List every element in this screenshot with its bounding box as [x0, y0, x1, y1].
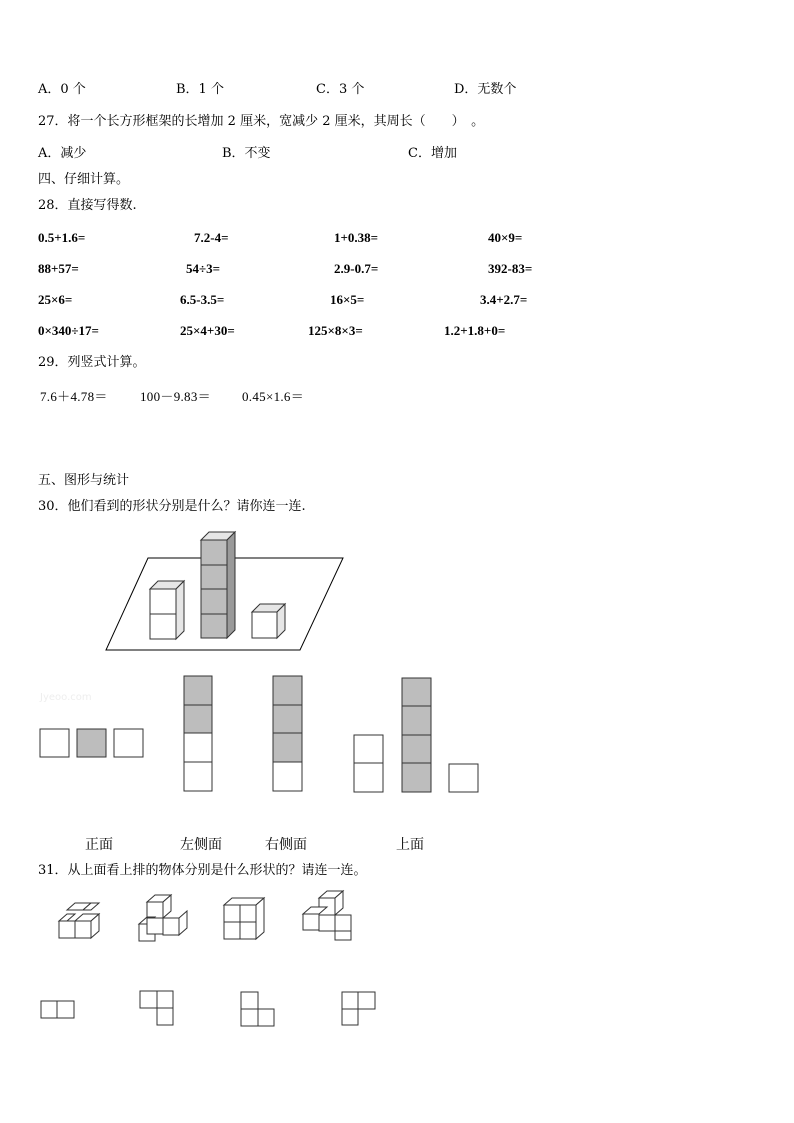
q27-option-b[interactable]: B．不变 — [222, 146, 271, 161]
q28-item: 1+0.38= — [334, 230, 379, 245]
q31-title: 31．从上面看上排的物体分别是什么形状的？请连一连。 — [38, 863, 367, 878]
q29-item: 0.45×1.6＝ — [242, 389, 305, 404]
top-view-2[interactable] — [140, 991, 173, 1025]
q28-item: 25×4+30= — [180, 323, 235, 338]
section-5-heading: 五、图形与统计 — [38, 473, 130, 488]
q27-stem: 27．将一个长方形框架的长增加 2 厘米，宽减少 2 厘米，其周长（ ） 。 — [38, 114, 485, 129]
solid-1[interactable] — [59, 903, 99, 938]
solid-3[interactable] — [224, 898, 264, 939]
q28-item: 6.5-3.5= — [180, 292, 225, 307]
q26-option-a[interactable]: A．0 个 — [38, 82, 86, 97]
view-label-left[interactable]: 左侧面 — [180, 837, 222, 853]
q28-title: 28．直接写得数. — [38, 198, 137, 213]
section-4-heading: 四、仔细计算。 — [38, 172, 130, 187]
top-view-3[interactable] — [241, 992, 274, 1026]
q29-title: 29．列竖式计算。 — [38, 355, 146, 370]
solid-4[interactable] — [303, 891, 351, 940]
top-view-4[interactable] — [342, 992, 375, 1025]
q28-item: 40×9= — [488, 230, 523, 245]
view-label-right[interactable]: 右侧面 — [265, 837, 307, 853]
q28-item: 125×8×3= — [308, 323, 363, 338]
q28-item: 88+57= — [38, 261, 79, 276]
solid-2[interactable] — [139, 895, 187, 941]
watermark: Jyeoo.com — [40, 692, 92, 703]
q28-item: 2.9-0.7= — [334, 261, 379, 276]
q28-item: 54÷3= — [186, 261, 221, 276]
q28-item: 25×6= — [38, 292, 73, 307]
q26-option-d[interactable]: D．无数个 — [454, 82, 517, 97]
q28-item: 0.5+1.6= — [38, 230, 86, 245]
view-label-top[interactable]: 上面 — [396, 837, 424, 853]
q28-item: 0×340÷17= — [38, 323, 99, 338]
q27-option-c[interactable]: C．增加 — [408, 146, 457, 161]
q28-item: 16×5= — [330, 292, 365, 307]
q28-item: 1.2+1.8+0= — [444, 323, 506, 338]
q27-option-a[interactable]: A．减少 — [38, 146, 87, 161]
q28-item: 3.4+2.7= — [480, 292, 528, 307]
q28-item: 392-83= — [488, 261, 533, 276]
q26-option-c[interactable]: C．3 个 — [316, 82, 365, 97]
q26-option-b[interactable]: B．1 个 — [176, 82, 224, 97]
q30-title: 30．他们看到的形状分别是什么？请你连一连. — [38, 499, 306, 514]
q29-item: 7.6＋4.78＝ — [40, 389, 108, 404]
q28-item: 7.2-4= — [194, 230, 229, 245]
top-view-1[interactable] — [41, 1001, 74, 1018]
view-label-front[interactable]: 正面 — [85, 837, 113, 853]
q29-item: 100－9.83＝ — [140, 389, 211, 404]
